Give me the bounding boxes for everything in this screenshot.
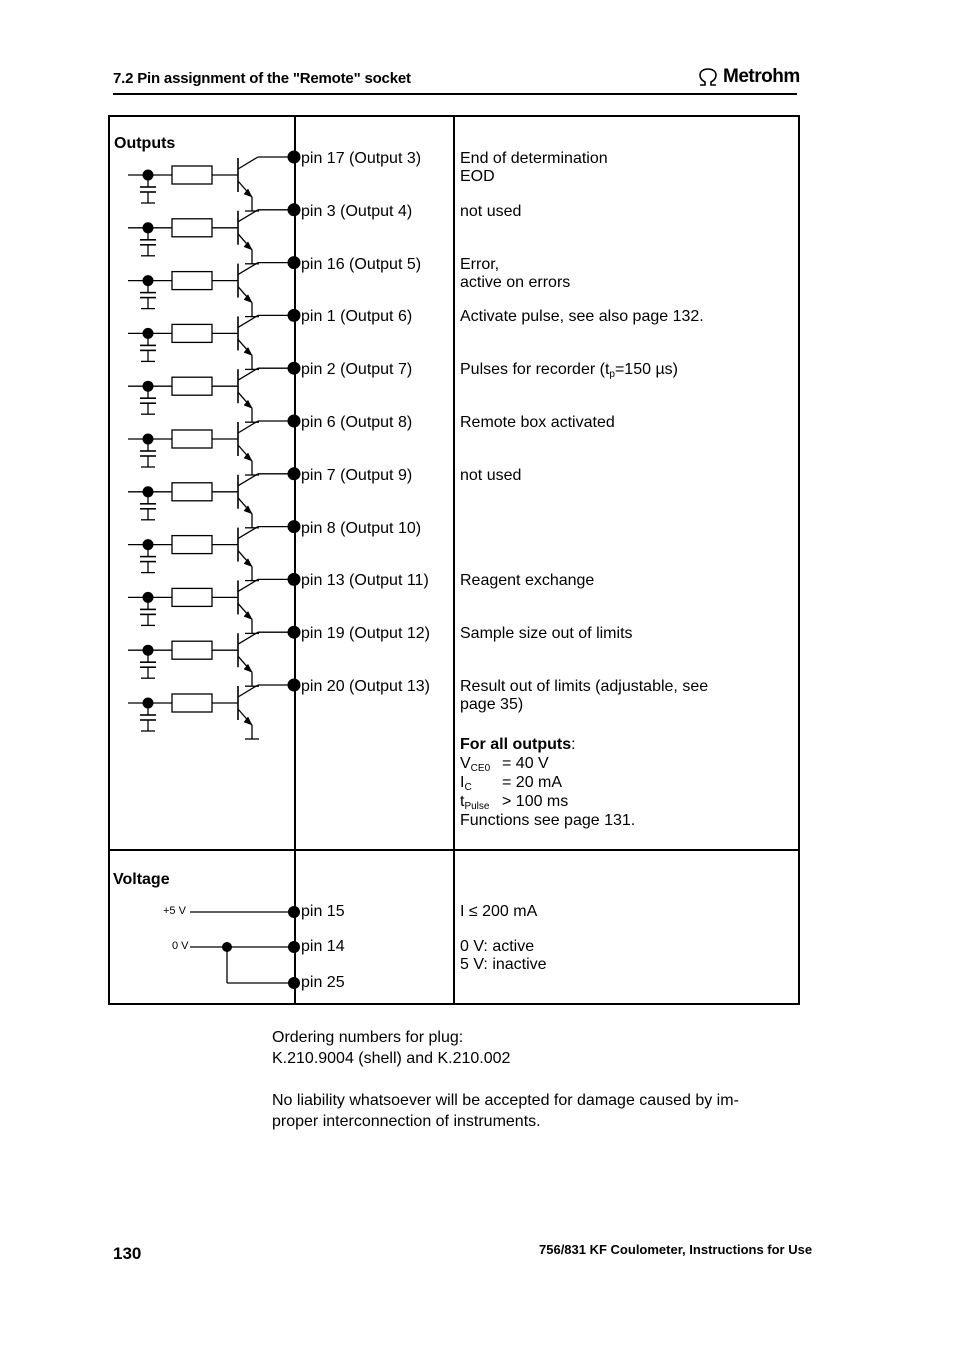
- output-circuit-diagram: [108, 115, 308, 850]
- outputs-heading: Outputs: [114, 135, 176, 152]
- spec-value: = 20 mA: [502, 774, 563, 791]
- spec-row: [460, 792, 635, 811]
- output-description: [460, 361, 678, 379]
- spec-row: [460, 754, 635, 773]
- pin-dot: [288, 362, 300, 374]
- output-pin-label: pin 3 (Output 4): [301, 203, 413, 220]
- spec-symbol: V: [460, 755, 471, 772]
- resistor: [172, 430, 212, 448]
- metrohm-logo: [697, 66, 800, 88]
- pin-dot: [288, 626, 300, 638]
- resistor: [172, 536, 212, 554]
- desc-subscript: p: [609, 369, 615, 380]
- voltage-pin: pin 14: [301, 938, 345, 955]
- spec-value: = 40 V: [502, 755, 549, 772]
- desc-text: =150 µs): [614, 361, 678, 378]
- spec-value: > 100 ms: [502, 793, 569, 810]
- spec-row: [460, 773, 635, 792]
- output-description: not used: [460, 467, 522, 484]
- section-title: 7.2 Pin assignment of the "Remote" socket: [113, 70, 411, 87]
- output-description: Sample size out of limits: [460, 625, 633, 642]
- output-pin-label: pin 2 (Output 7): [301, 361, 413, 378]
- resistor: [172, 377, 212, 395]
- logo-text: Metrohm: [723, 66, 800, 87]
- output-pin-label: pin 1 (Output 6): [301, 308, 413, 325]
- resistor: [172, 219, 212, 237]
- ordering-note: Ordering numbers for plug: K.210.9004 (shell) and K.210.002: [272, 1029, 511, 1067]
- header-rule: [113, 93, 797, 95]
- voltage-heading: Voltage: [113, 871, 170, 888]
- column-divider-2: [453, 115, 455, 1005]
- output-description: End of determination EOD: [460, 150, 608, 185]
- resistor: [172, 483, 212, 501]
- spec-subscript: C: [464, 782, 472, 793]
- resistor: [172, 324, 212, 342]
- all-outputs-heading: For all outputs: [460, 736, 572, 753]
- omega-logo-icon: [697, 68, 719, 86]
- label-0v: 0 V: [172, 940, 189, 952]
- resistor: [172, 588, 212, 606]
- spec-subscript: CE0: [470, 763, 491, 774]
- pin-dot: [288, 257, 300, 269]
- pin-dot: [288, 309, 300, 321]
- output-description: Error, active on errors: [460, 256, 571, 291]
- all-outputs-colon: :: [571, 736, 576, 753]
- pin-dot: [288, 415, 300, 427]
- desc-text: Pulses for recorder (t: [460, 361, 610, 378]
- voltage-pin: pin 25: [301, 974, 345, 991]
- all-outputs-block: [460, 735, 635, 830]
- output-description: Reagent exchange: [460, 572, 595, 589]
- label-5v: +5 V: [163, 905, 186, 917]
- liability-note: No liability whatsoever will be accepted for damage caused by im- proper interconnection of instruments.: [272, 1092, 739, 1130]
- output-description: Result out of limits (adjustable, see page 35): [460, 678, 709, 713]
- document-title: 756/831 KF Coulometer, Instructions for Use: [539, 1242, 813, 1257]
- transistor-collector: [238, 157, 258, 169]
- output-description: not used: [460, 203, 522, 220]
- resistor: [172, 166, 212, 184]
- spec-symbol: t: [460, 793, 465, 810]
- output-description: Activate pulse, see also page 132.: [460, 308, 704, 325]
- output-pin-label: pin 6 (Output 8): [301, 414, 413, 431]
- pin-dot: [288, 573, 300, 585]
- page-number: 130: [113, 1244, 142, 1263]
- pin-dot: [288, 204, 300, 216]
- spec-subscript: Pulse: [464, 801, 490, 812]
- output-pin-label: pin 16 (Output 5): [301, 256, 422, 273]
- output-pin-label: pin 20 (Output 13): [301, 678, 430, 695]
- pin-dot: [288, 679, 300, 691]
- voltage-desc: 0 V: active 5 V: inactive: [460, 938, 547, 973]
- output-pin-label: pin 13 (Output 11): [301, 572, 429, 589]
- voltage-desc: I ≤ 200 mA: [460, 903, 538, 920]
- pin-dot: [288, 521, 300, 533]
- output-description: Remote box activated: [460, 414, 615, 431]
- output-pin-label: pin 19 (Output 12): [301, 625, 430, 642]
- resistor: [172, 641, 212, 659]
- spec-symbol: I: [460, 774, 465, 791]
- spec-list: [460, 754, 635, 811]
- functions-ref: Functions see page 131.: [460, 812, 636, 829]
- pin-dot: [288, 468, 300, 480]
- voltage-circuit-diagram: [108, 850, 308, 1000]
- pin-dot: [288, 151, 300, 163]
- resistor: [172, 272, 212, 290]
- voltage-pin: pin 15: [301, 903, 345, 920]
- output-pin-label: pin 7 (Output 9): [301, 467, 413, 484]
- output-pin-label: pin 8 (Output 10): [301, 520, 422, 537]
- resistor: [172, 694, 212, 712]
- output-pin-label: pin 17 (Output 3): [301, 150, 422, 167]
